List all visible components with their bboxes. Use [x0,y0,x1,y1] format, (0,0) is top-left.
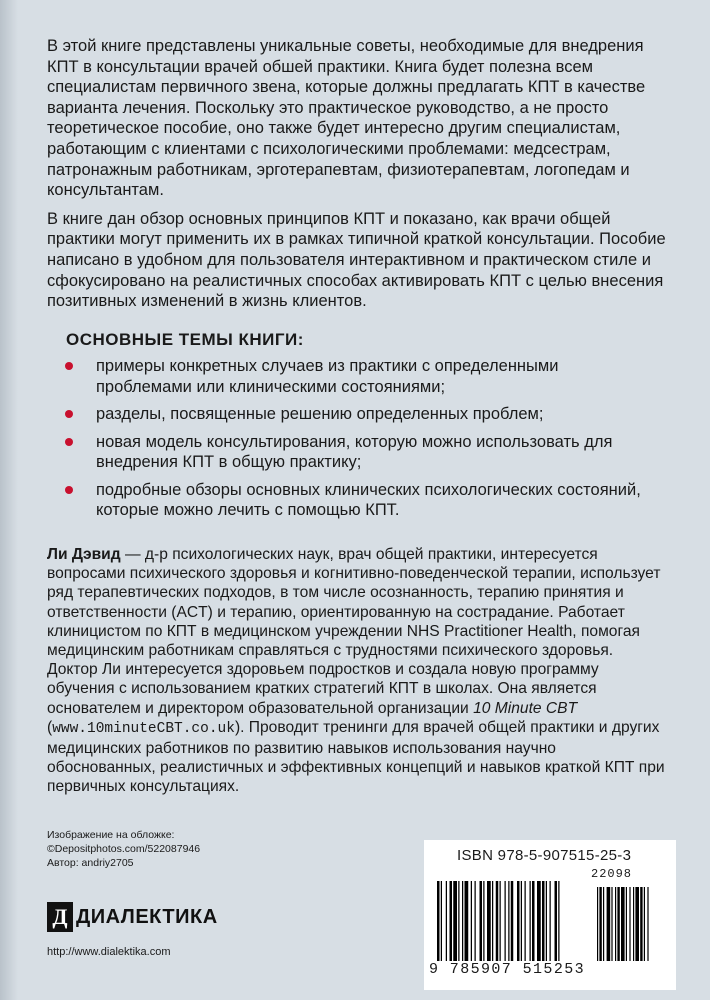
image-credits [47,828,200,870]
barcode-addon-bar [644,887,645,961]
barcode-bar [537,881,541,961]
topic-text: подробные обзоры основных клинических психологических состояний, которые можно лечить с помощью КПТ. [96,480,641,519]
barcode-addon-bar [607,887,611,961]
publisher-logo [47,902,218,932]
barcode-addon-bar [640,887,642,961]
barcode-bar [555,881,558,961]
barcode-addon-bar [626,887,627,961]
barcode-bar [550,881,551,961]
barcode-addon-bar [621,887,625,961]
barcode-bar [475,881,476,961]
barcode-addon-digits: 22098 [591,867,633,881]
barcode-bar [532,881,535,961]
credit-line-3: Автор: andriy2705 [47,857,134,869]
barcode-addon-bar [633,887,634,961]
barcode-bar [505,881,506,961]
barcode-bar [453,881,457,961]
author-bio [47,545,667,797]
list-item [62,432,652,473]
isbn-label: ISBN 978-5-907515-25-3 [457,847,632,864]
barcode-bar [437,881,440,961]
barcode-bar [441,881,442,961]
author-bio-text-2: ( [47,718,53,736]
barcode-bar [517,881,520,961]
barcode-addon-bar [597,887,598,961]
bullet-icon [65,362,73,370]
author-org-url: www.10minuteCBT.co.uk [52,720,235,737]
barcode-bar [483,881,484,961]
barcode-bar [465,881,469,961]
barcode-bar [446,881,447,961]
barcode-bar [487,881,491,961]
topic-text: разделы, посвященные решению определенных проблем; [96,405,544,423]
topic-text: примеры конкретных случаев из практики с определенными проблемами или клиническими состояниями; [96,357,559,396]
topics-heading: ОСНОВНЫЕ ТЕМЫ КНИГИ: [66,330,304,349]
barcode-bars [437,881,665,961]
barcode-bar [458,881,459,961]
barcode-addon-bar [617,887,619,961]
topic-text: новая модель консультирования, которую можно использовать для внедрения КПТ в общую практику; [96,432,613,471]
barcode-bar [530,881,531,961]
barcode-addon-bar [629,887,630,961]
ean-digits: 9 785907 515253 [429,961,586,978]
barcode-addon-bar [615,887,616,961]
barcode-bar [462,881,463,961]
publisher-url: http://www.dialektika.com [47,946,171,958]
barcode-bar [546,881,547,961]
barcode-bar [471,881,472,961]
barcode-bar [480,881,483,961]
barcode-bar [450,881,453,961]
barcode-bar [525,881,526,961]
barcode-bar [521,881,522,961]
publisher-name: ДИАЛЕКТИКА [76,905,218,928]
barcode-addon-bar [603,887,604,961]
bullet-icon [65,410,73,418]
barcode-addon-bar [611,887,612,961]
barcode-bar [508,881,509,961]
intro-paragraph-2: В книге дан обзор основных принципов КПТ и показано, как врачи общей практики могут применить их в рамках типичной краткой консультации. Пособие написано в удобном для пользователя интерактивном и практическом стиле и сфокусировано на реалистичных способах активировать КПТ с целью внесения позитивных изменений в жизнь клиентов. [47,209,666,311]
barcode-addon-bar [635,887,639,961]
barcode-addon-bar [647,887,648,961]
credit-line-2: ©Depositphotos.com/522087946 [47,843,201,855]
barcode-addon-bar [599,887,601,961]
barcode-bar [511,881,514,961]
author-bio-text-3: ). Проводит тренинги для врачей общей практики и других медицинских работников по развитию навыков использования научно обоснованных, реалистичных и эффективных концепций и навыков краткой КПТ при первичных консультациях. [47,718,665,796]
list-item [62,480,652,521]
topics-list [62,356,652,528]
list-item [62,356,652,397]
author-bio-text-1: — д-р психологических наук, врач общей практики, интересуется вопросами психического здоровья и когнитивно-поведенческой терапии, использует ряд терапевтических подходов, в том числе осознанность, терапию принятия и ответственности (ACT) и терапию, ориентированную на сострадание. Работает клиницистом по КПТ в медицинском учреждении NHS Practitioner Health, помогая медицинским работникам справляться с трудностями психического здоровья. Доктор Ли интересуется здоровьем подростков и создала новую программу обучения с использованием кратких стратегий КПТ в школах. Она является основателем и директором образовательной организации [47,546,661,717]
publisher-logo-icon: Д [47,902,73,932]
bullet-icon [65,486,73,494]
barcode-bar [496,881,499,961]
barcode-bar [500,881,501,961]
intro-text [47,36,667,320]
barcode-bar [558,881,559,961]
author-name: Ли Дэвид [47,546,121,563]
bullet-icon [65,438,73,446]
intro-paragraph-1: В этой книге представлены уникальные советы, необходимые для внедрения КПТ в консультации врачей обшей практики. Книга будет полезна всем специалистам первичного звена, которые должны предлагать КПТ в качестве варианта лечения. Поскольку это практическое руководство, а не просто теоретическое пособие, оно также будет интересно другим специалистам, работающим с клиентами с психологическими проблемами: медсестрам, патронажным работникам, эрготерапевтам, физиотерапевтам, логопедам и консультантам. [47,37,646,200]
barcode-bar [542,881,545,961]
barcode-panel [424,840,676,990]
credit-line-1: Изображение на обложке: [47,829,175,841]
list-item [62,404,652,425]
barcode-bar [492,881,493,961]
author-org: 10 Minute CBT [473,699,578,717]
spine-shadow [0,0,18,1000]
